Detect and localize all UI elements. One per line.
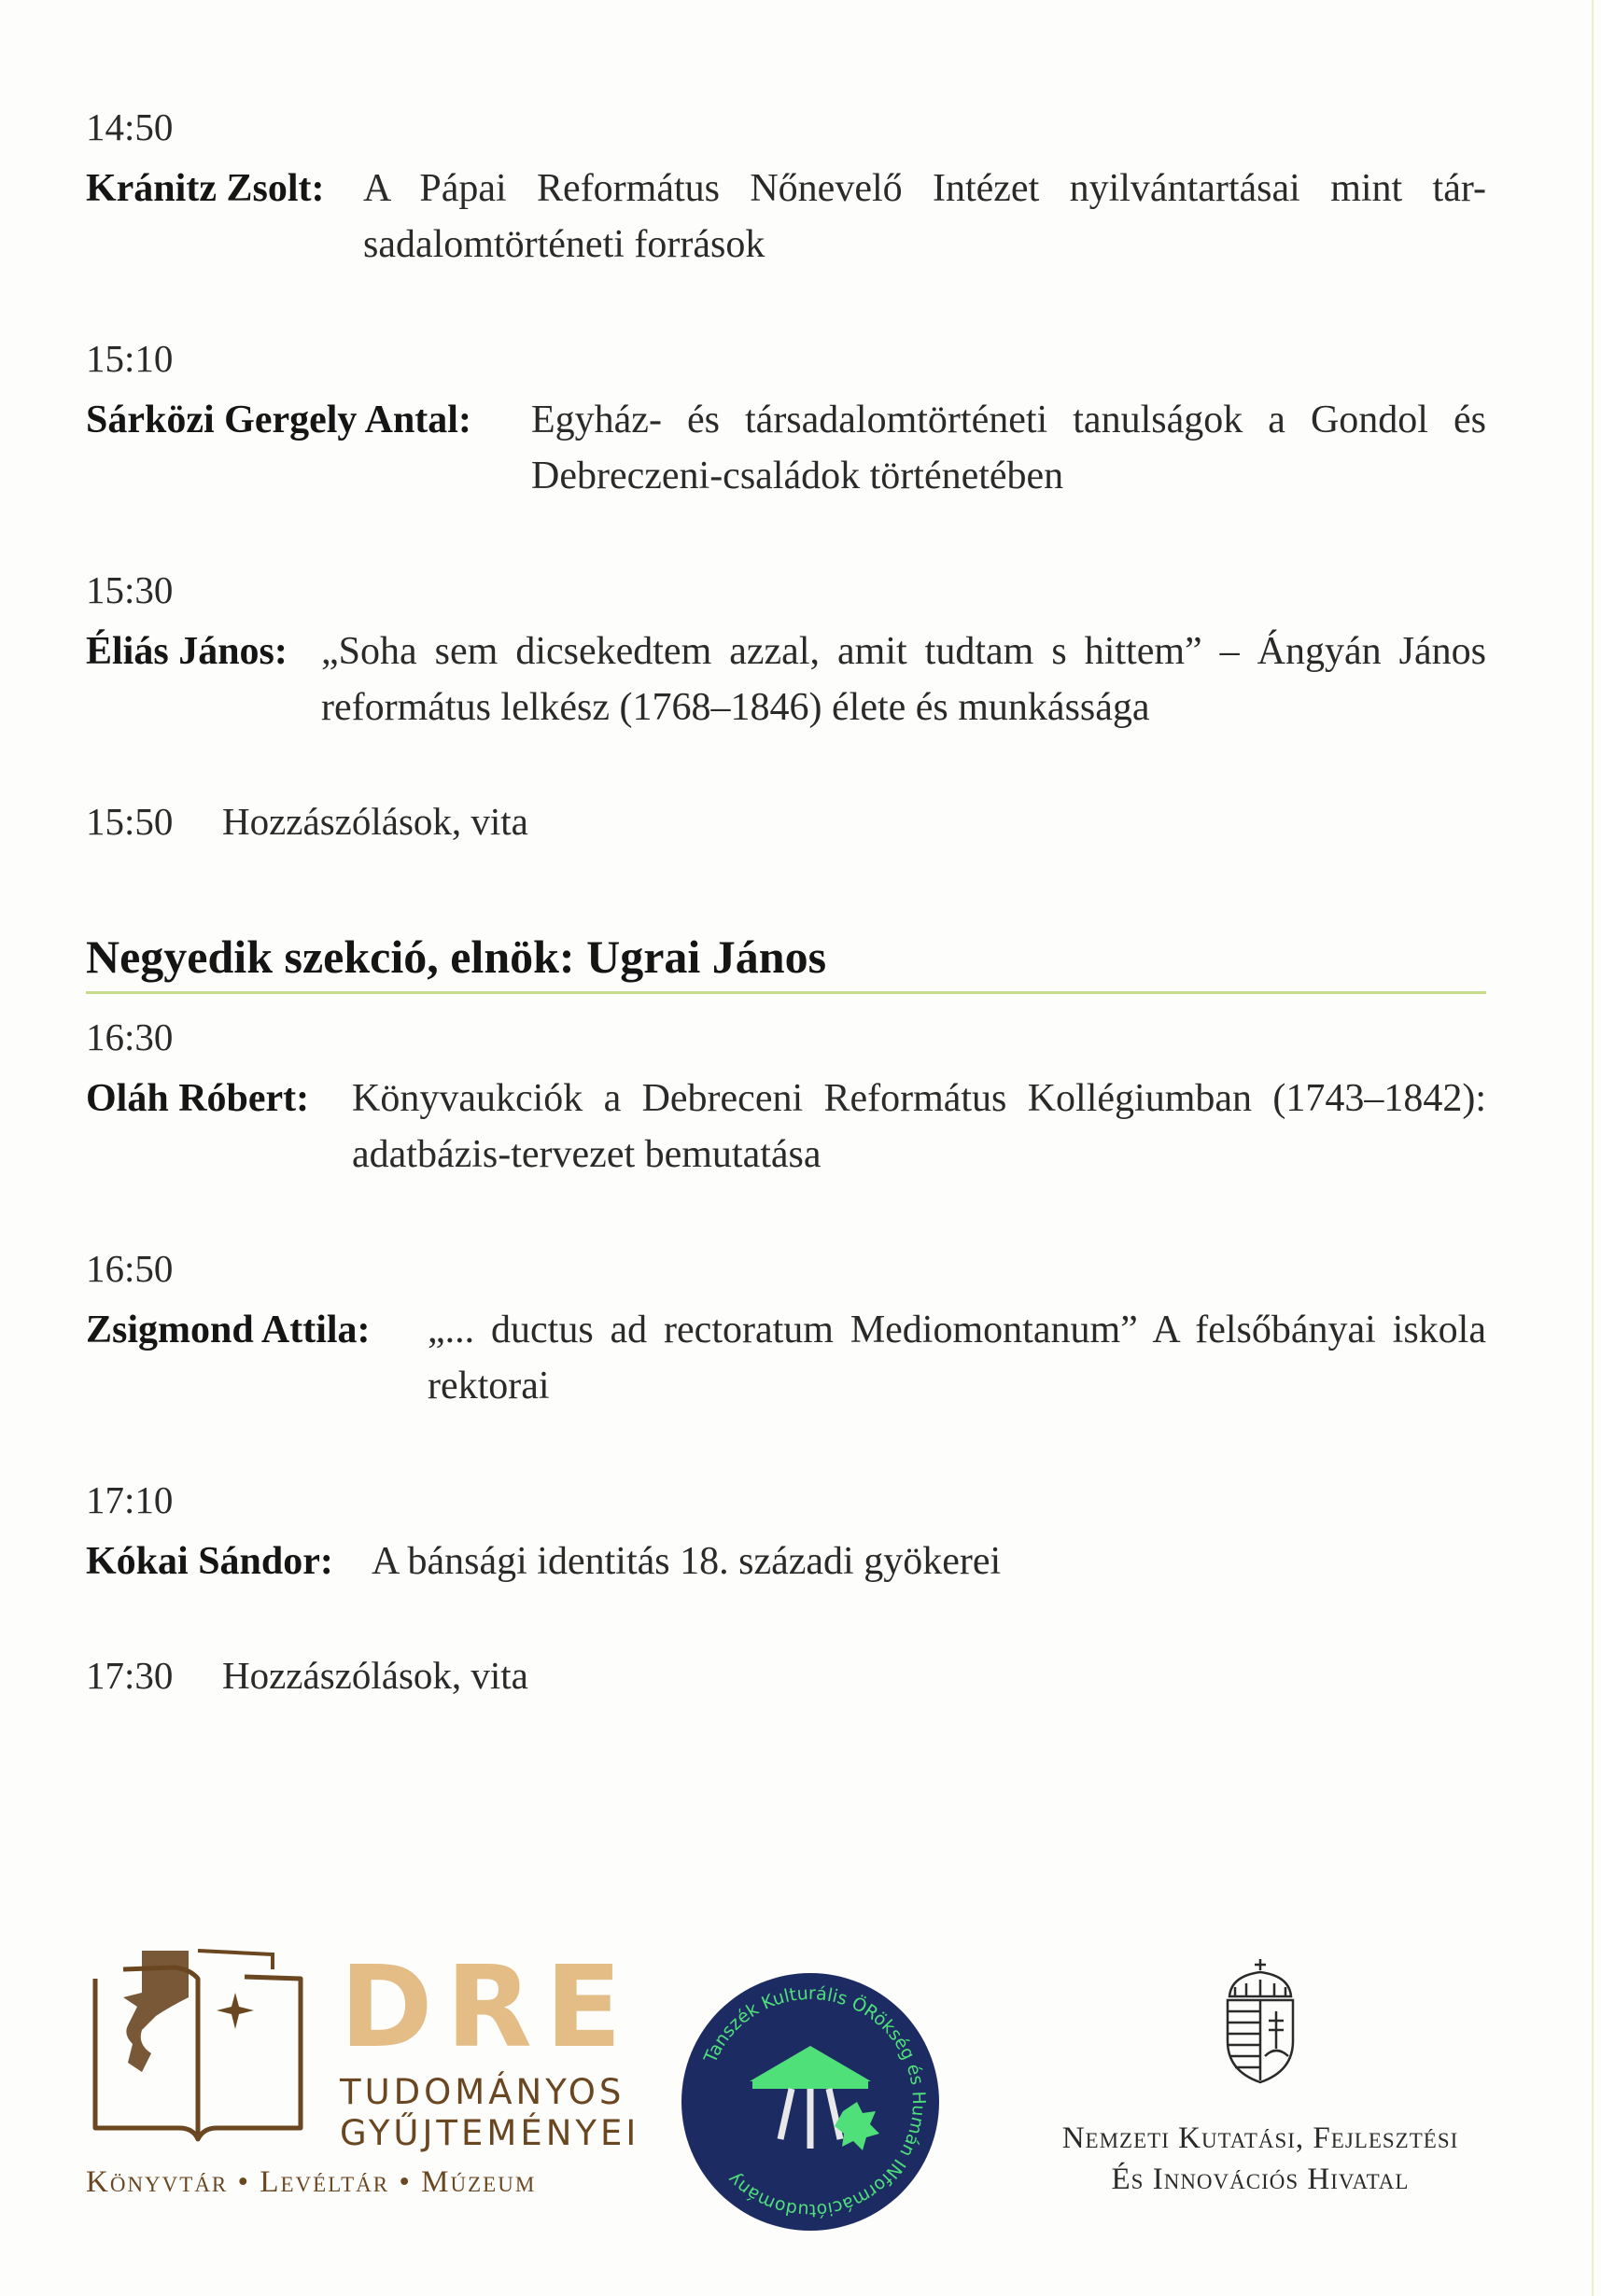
talk-title: „... ductus ad rectoratum Mediomontanum” A felsőbányai iskola rektorai: [428, 1309, 1486, 1407]
section-heading: Negyedik szekció, elnök: Ugrai János: [86, 926, 1486, 994]
program-item: [86, 1474, 1486, 1589]
talk-entry: [86, 1302, 1486, 1414]
dre-letters: DRE: [340, 1943, 635, 2073]
nkfih-line2: És Innovációs Hivatal: [1111, 2163, 1410, 2196]
program-time: 16:50: [86, 1247, 174, 1290]
speaker-name: Éliás János:: [86, 630, 288, 673]
open-book-icon: [86, 1941, 329, 2156]
talk-entry: [86, 161, 1486, 273]
speaker-name: Sárközi Gergely Antal:: [86, 399, 471, 441]
program-item: [86, 332, 1486, 504]
hungarian-coat-of-arms-icon: [1218, 1955, 1302, 2086]
discussion-row-2: [86, 1649, 1486, 1701]
program-time: 16:30: [86, 1015, 174, 1058]
nkfih-logo: [1027, 1955, 1494, 2235]
discussion-label: Hozzászólások, vita: [222, 800, 528, 843]
talk-entry: [86, 1533, 1486, 1589]
dre-line2: GYŰJTEMÉNYEI: [340, 2113, 640, 2153]
program-time: 17:10: [86, 1478, 174, 1521]
nkfih-line1: Nemzeti Kutatási, Fejlesztési: [1061, 2121, 1459, 2155]
program-item: [86, 564, 1486, 735]
dre-line1: TUDOMÁNYOS: [340, 2072, 625, 2112]
department-seal-logo: [680, 1971, 941, 2233]
discussion-time: 15:50: [86, 800, 174, 843]
talk-entry: [86, 392, 1486, 504]
dre-bottom-line: Könyvtár • Levéltár • Múzeum: [86, 2165, 537, 2199]
speaker-name: Zsigmond Attila:: [86, 1309, 371, 1351]
speaker-name: Oláh Róbert:: [86, 1077, 310, 1120]
speaker-name: Kókai Sándor:: [86, 1540, 333, 1583]
department-seal-icon: [680, 1971, 941, 2233]
program-time: 14:50: [86, 105, 174, 148]
program-item: [86, 1011, 1486, 1183]
program-content: [86, 101, 1486, 1780]
program-item: [86, 101, 1486, 273]
discussion-time: 17:30: [86, 1654, 174, 1697]
speaker-name: Kránitz Zsolt:: [86, 167, 325, 210]
program-block-2: [86, 1011, 1486, 1589]
program-time: 15:10: [86, 337, 174, 380]
talk-title: Könyvaukciók a Debreceni Református Kollégiumban (1743–1842): adatbázis-tervezet bemutatása: [352, 1077, 1486, 1176]
talk-title: Egyház- és társadalomtörténeti tanulságok a Gondol és Debreczeni-családok történetében: [531, 399, 1486, 497]
dre-logo: [86, 1941, 640, 2212]
program-block-1: [86, 101, 1486, 735]
discussion-row-1: [86, 795, 1486, 847]
talk-title: A bánsági identitás 18. századi gyökerei: [372, 1540, 1002, 1583]
talk-entry: [86, 623, 1486, 735]
program-time: 15:30: [86, 568, 174, 611]
talk-title: „Soha sem dicsekedtem azzal, amit tudtam s hittem” – Ángyán János református lelkész (1768–1846) élete és munkássága: [321, 630, 1486, 729]
talk-title: A Pápai Református Nőnevelő Intézet nyilvántartásai mint tár-sadalomtörténeti források: [363, 167, 1486, 266]
discussion-label: Hozzászólások, vita: [222, 1654, 528, 1697]
page-edge-line: [1592, 0, 1594, 2296]
seal-ring-text: Tanszék Kulturális ÖRökség és Humán INformációtudomány: [700, 1982, 930, 2221]
program-item: [86, 1242, 1486, 1414]
talk-entry: [86, 1071, 1486, 1183]
